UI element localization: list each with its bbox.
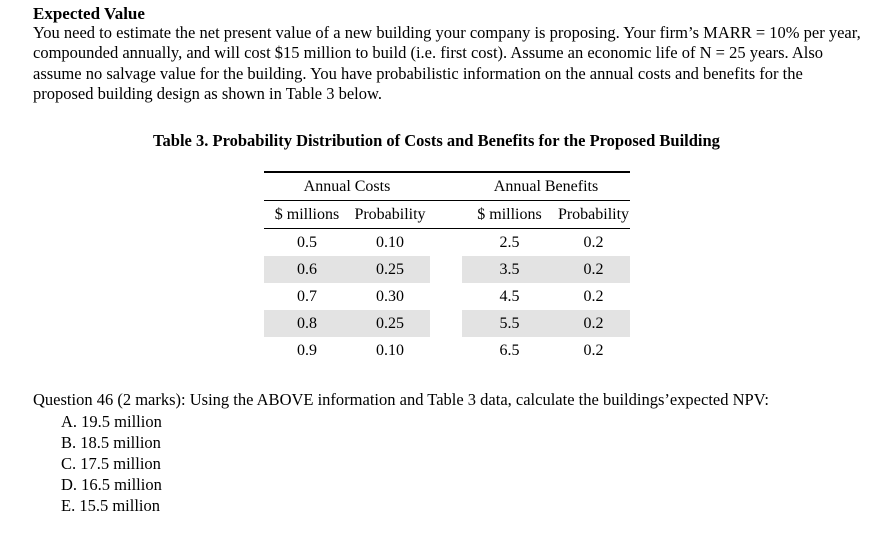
table-row xyxy=(264,229,630,257)
col-header-benefit-amount: $ millions xyxy=(462,201,557,229)
table-row xyxy=(264,337,630,364)
col-header-cost-probability: Probability xyxy=(350,201,430,229)
option-e[interactable]: E. 15.5 million xyxy=(61,496,160,515)
table-row xyxy=(264,256,630,283)
probability-table xyxy=(264,171,630,364)
cost-probability-cell: 0.10 xyxy=(376,341,404,359)
cost-amount-cell: 0.7 xyxy=(297,287,317,305)
cost-probability-cell: 0.10 xyxy=(376,233,404,251)
answer-options xyxy=(61,411,162,516)
benefit-probability-cell: 0.2 xyxy=(583,341,604,359)
intro-paragraph: You need to estimate the net present value of a new building your company is proposing. Your firm’s MARR = 10% per year, compounded annually, and will cost $15 million to build (i.e. first cost). Assume an economic life of N = 25 years. Also assume no salvage value for the building. You have probabilistic information on the annual costs and benefits for the proposed building design as shown in Table 3 below. xyxy=(33,23,861,104)
cost-probability-cell: 0.30 xyxy=(376,287,404,305)
table-row xyxy=(264,283,630,310)
table-caption: Table 3. Probability Distribution of Costs and Benefits for the Proposed Building xyxy=(153,131,720,150)
benefit-amount-cell: 3.5 xyxy=(462,256,557,283)
option-d[interactable]: D. 16.5 million xyxy=(61,475,162,494)
cost-amount-cell: 0.9 xyxy=(297,341,317,359)
benefit-probability-cell: 0.2 xyxy=(557,256,630,283)
cost-amount-cell: 0.6 xyxy=(264,256,350,283)
table-row xyxy=(264,310,630,337)
benefit-probability-cell: 0.2 xyxy=(557,310,630,337)
cost-amount-cell: 0.5 xyxy=(297,233,317,251)
col-header-benefit-probability: Probability xyxy=(557,201,630,229)
group-header-benefits: Annual Benefits xyxy=(462,172,630,201)
question-text: Question 46 (2 marks): Using the ABOVE information and Table 3 data, calculate the buildings’expected NPV: xyxy=(33,390,769,409)
benefit-probability-cell: 0.2 xyxy=(583,233,604,251)
benefit-amount-cell: 2.5 xyxy=(499,233,520,251)
cost-amount-cell: 0.8 xyxy=(264,310,350,337)
group-header-costs: Annual Costs xyxy=(264,172,430,201)
benefit-amount-cell: 4.5 xyxy=(499,287,520,305)
benefit-probability-cell: 0.2 xyxy=(583,287,604,305)
section-heading: Expected Value xyxy=(33,4,145,23)
cost-probability-cell: 0.25 xyxy=(350,256,430,283)
cost-probability-cell: 0.25 xyxy=(350,310,430,337)
option-a[interactable]: A. 19.5 million xyxy=(61,412,162,431)
benefit-amount-cell: 6.5 xyxy=(499,341,520,359)
col-header-cost-amount: $ millions xyxy=(264,201,350,229)
option-c[interactable]: C. 17.5 million xyxy=(61,454,161,473)
option-b[interactable]: B. 18.5 million xyxy=(61,433,161,452)
benefit-amount-cell: 5.5 xyxy=(462,310,557,337)
